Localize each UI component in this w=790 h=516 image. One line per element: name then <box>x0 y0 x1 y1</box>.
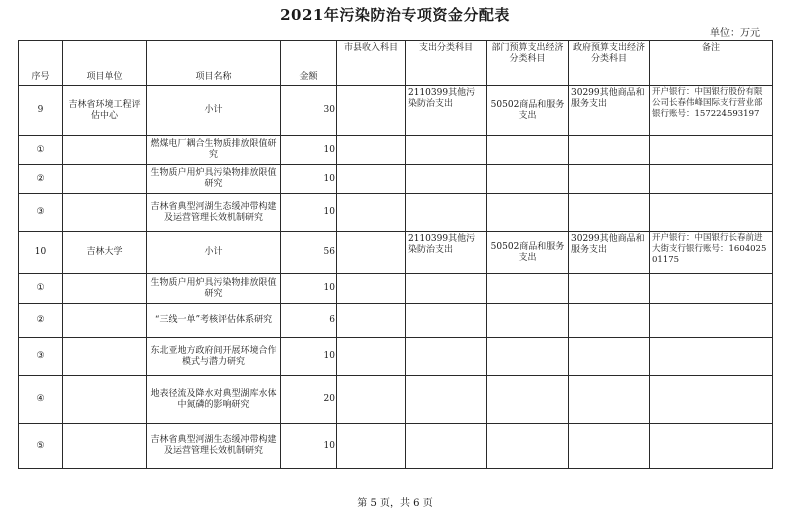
cell-note <box>650 194 773 232</box>
cell-project-name: 地表径流及降水对典型湖库水体中氮磷的影响研究 <box>147 376 281 424</box>
cell-unit <box>63 338 147 376</box>
cell-dept-budget <box>487 376 569 424</box>
cell-dept-budget: 50502商品和服务支出 <box>487 232 569 274</box>
cell-unit <box>63 165 147 194</box>
cell-project-name: 吉林省典型河湖生态缓冲带构建及运营管理长效机制研究 <box>147 194 281 232</box>
cell-gov-budget <box>569 304 650 338</box>
cell-note <box>650 165 773 194</box>
cell-gov-budget <box>569 424 650 469</box>
cell-gov-budget <box>569 338 650 376</box>
cell-gov-budget: 30299其他商品和服务支出 <box>569 232 650 274</box>
cell-amount: 10 <box>281 136 337 165</box>
table-row <box>19 194 773 232</box>
table-row <box>19 424 773 469</box>
cell-dept-budget <box>487 304 569 338</box>
cell-note: 开户银行：中国银行长春前进大街支行银行账号：160402501175 <box>650 232 773 274</box>
cell-expense-class <box>406 194 487 232</box>
cell-seq: ③ <box>19 194 63 232</box>
header-note: 备注 <box>650 41 773 86</box>
cell-amount: 6 <box>281 304 337 338</box>
cell-unit: 吉林大学 <box>63 232 147 274</box>
cell-dept-budget <box>487 194 569 232</box>
cell-dept-budget <box>487 274 569 304</box>
cell-unit <box>63 304 147 338</box>
cell-seq: ③ <box>19 338 63 376</box>
table-row <box>19 165 773 194</box>
cell-city-income <box>337 194 406 232</box>
cell-seq: ⑤ <box>19 424 63 469</box>
table-row <box>19 86 773 136</box>
page-title: 2021年污染防治专项资金分配表 <box>280 6 510 24</box>
cell-note <box>650 376 773 424</box>
cell-amount: 10 <box>281 274 337 304</box>
cell-gov-budget: 30299其他商品和服务支出 <box>569 86 650 136</box>
cell-seq: ② <box>19 165 63 194</box>
header-dept-budget: 部门预算支出经济分类科目 <box>487 41 569 86</box>
table-row <box>19 338 773 376</box>
cell-city-income <box>337 338 406 376</box>
cell-gov-budget <box>569 194 650 232</box>
cell-note <box>650 304 773 338</box>
cell-unit: 吉林省环境工程评估中心 <box>63 86 147 136</box>
header-unit: 项目单位 <box>63 41 147 86</box>
cell-gov-budget <box>569 376 650 424</box>
cell-unit <box>63 424 147 469</box>
cell-dept-budget <box>487 424 569 469</box>
header-expense-class: 支出分类科目 <box>406 41 487 86</box>
cell-expense-class <box>406 274 487 304</box>
cell-expense-class <box>406 338 487 376</box>
cell-note <box>650 136 773 165</box>
cell-note <box>650 338 773 376</box>
cell-amount: 10 <box>281 165 337 194</box>
allocation-table <box>18 40 773 469</box>
cell-expense-class <box>406 424 487 469</box>
cell-project-name: 生物质户用炉具污染物排放限值研究 <box>147 165 281 194</box>
cell-unit <box>63 376 147 424</box>
table-row <box>19 304 773 338</box>
table-row <box>19 274 773 304</box>
header-gov-budget: 政府预算支出经济分类科目 <box>569 41 650 86</box>
cell-expense-class <box>406 376 487 424</box>
cell-dept-budget <box>487 136 569 165</box>
cell-unit <box>63 274 147 304</box>
cell-seq: 10 <box>19 232 63 274</box>
cell-unit <box>63 136 147 165</box>
cell-expense-class: 2110399其他污染防治支出 <box>406 86 487 136</box>
cell-amount: 20 <box>281 376 337 424</box>
cell-gov-budget <box>569 165 650 194</box>
cell-amount: 10 <box>281 338 337 376</box>
header-name: 项目名称 <box>147 41 281 86</box>
cell-amount: 10 <box>281 424 337 469</box>
cell-seq: ④ <box>19 376 63 424</box>
cell-note <box>650 424 773 469</box>
cell-gov-budget <box>569 274 650 304</box>
cell-seq: ① <box>19 274 63 304</box>
table-row <box>19 232 773 274</box>
page-footer: 第 5 页，共 6 页 <box>357 498 433 509</box>
cell-city-income <box>337 424 406 469</box>
unit-label: 单位：万元 <box>710 28 760 39</box>
cell-dept-budget <box>487 338 569 376</box>
header-seq: 序号 <box>19 41 63 86</box>
cell-expense-class <box>406 165 487 194</box>
cell-gov-budget <box>569 136 650 165</box>
cell-project-name: 燃煤电厂耦合生物质排放限值研究 <box>147 136 281 165</box>
header-amount: 金额 <box>281 41 337 86</box>
cell-city-income <box>337 304 406 338</box>
cell-city-income <box>337 165 406 194</box>
cell-note: 开户银行：中国银行股份有限公司长春伟峰国际支行营业部银行账号：157224593197 <box>650 86 773 136</box>
cell-amount: 30 <box>281 86 337 136</box>
cell-project-name: 生物质户用炉具污染物排放限值研究 <box>147 274 281 304</box>
cell-project-name: 小计 <box>147 86 281 136</box>
header-city-income: 市县收入科目 <box>337 41 406 86</box>
cell-dept-budget <box>487 165 569 194</box>
header-row <box>19 41 773 86</box>
cell-seq: ② <box>19 304 63 338</box>
cell-amount: 56 <box>281 232 337 274</box>
cell-project-name: “三线一单”考核评估体系研究 <box>147 304 281 338</box>
table-row <box>19 376 773 424</box>
cell-project-name: 吉林省典型河湖生态缓冲带构建及运营管理长效机制研究 <box>147 424 281 469</box>
cell-expense-class: 2110399其他污染防治支出 <box>406 232 487 274</box>
cell-city-income <box>337 86 406 136</box>
cell-seq: 9 <box>19 86 63 136</box>
cell-expense-class <box>406 136 487 165</box>
cell-city-income <box>337 136 406 165</box>
cell-unit <box>63 194 147 232</box>
cell-city-income <box>337 232 406 274</box>
cell-project-name: 小计 <box>147 232 281 274</box>
table-row <box>19 136 773 165</box>
cell-seq: ① <box>19 136 63 165</box>
cell-expense-class <box>406 304 487 338</box>
cell-city-income <box>337 274 406 304</box>
cell-dept-budget: 50502商品和服务支出 <box>487 86 569 136</box>
cell-amount: 10 <box>281 194 337 232</box>
cell-note <box>650 274 773 304</box>
cell-city-income <box>337 376 406 424</box>
cell-project-name: 东北亚地方政府间开展环境合作模式与潜力研究 <box>147 338 281 376</box>
